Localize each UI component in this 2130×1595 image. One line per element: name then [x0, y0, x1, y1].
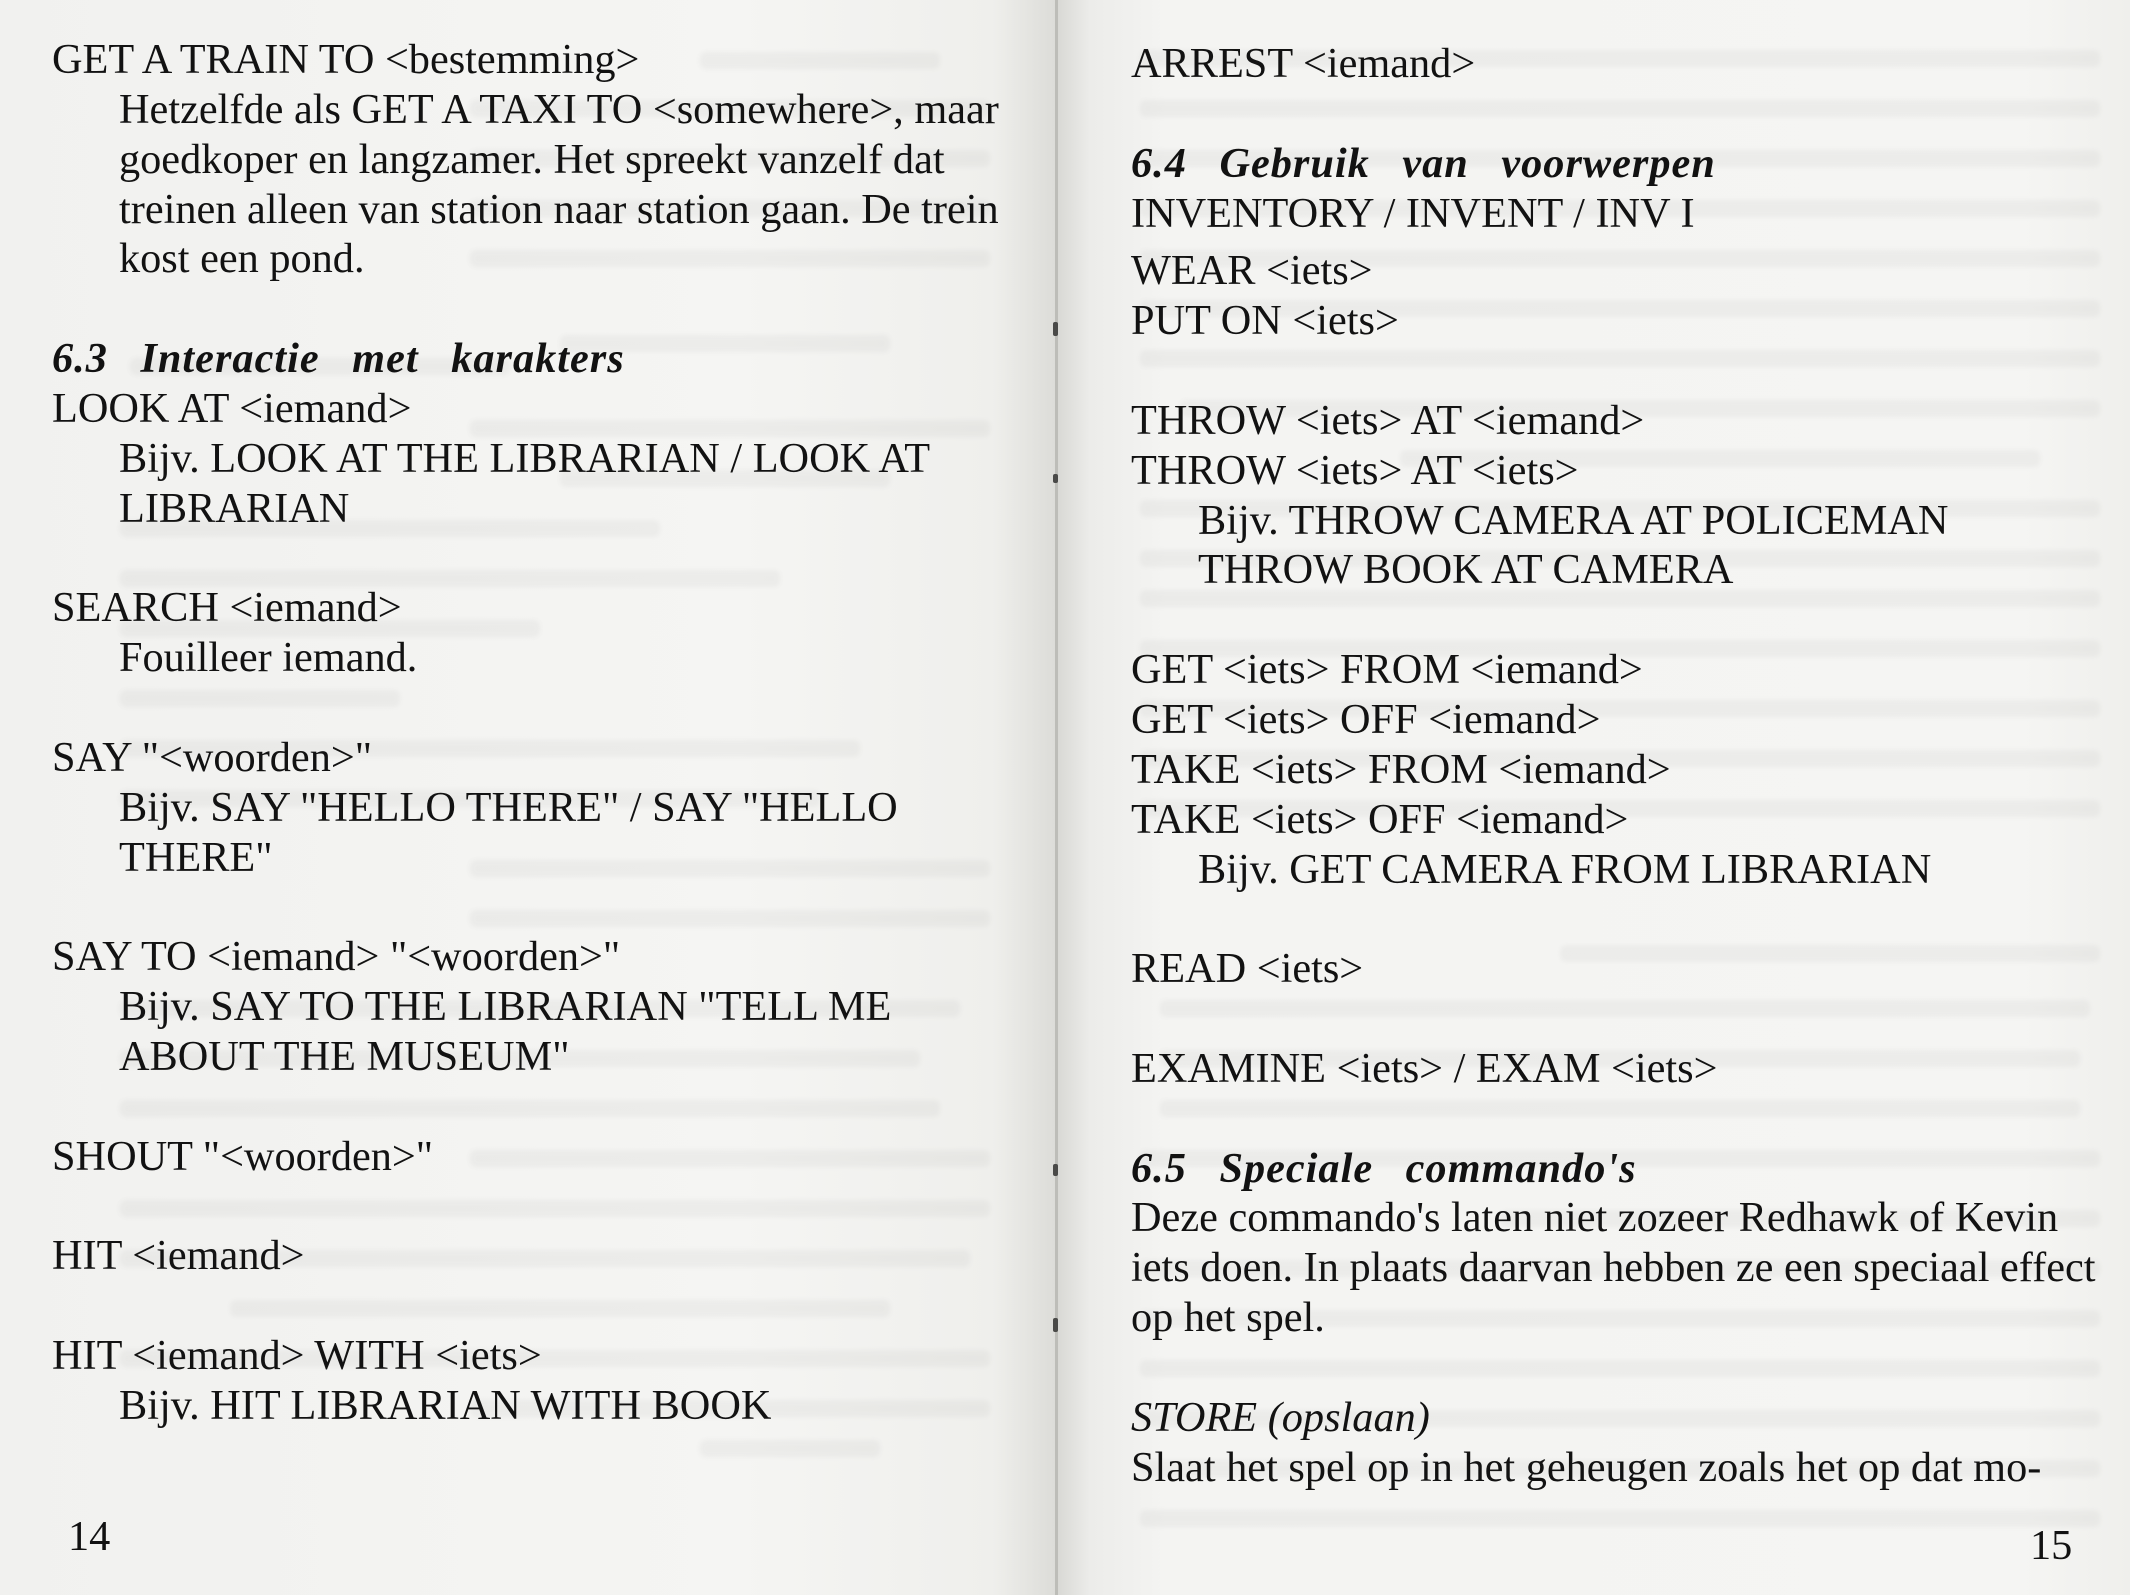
command-line: HIT <iemand> — [52, 1232, 305, 1280]
description-line: Bijv. GET CAMERA FROM LIBRARIAN — [1198, 845, 1932, 893]
description-line: treinen alleen van station naar station gaan. De trein — [119, 185, 999, 233]
command-line: READ <iets> — [1131, 945, 1364, 993]
command-line: INVENTORY / INVENT / INV I — [1131, 189, 1695, 237]
paragraph-line: Slaat het spel op in het geheugen zoals het op dat mo- — [1131, 1443, 2042, 1491]
description-line: goedkoper en langzamer. Het spreekt vanzelf dat — [119, 135, 945, 183]
right-page-text — [1131, 39, 2096, 1492]
show-through-smudge — [1140, 1510, 2100, 1527]
page-number: 15 — [2030, 1522, 2073, 1569]
paragraph-line: op het spel. — [1131, 1294, 1325, 1342]
description-line: LIBRARIAN — [119, 484, 350, 532]
description-line: Bijv. HIT LIBRARIAN WITH BOOK — [119, 1381, 772, 1429]
command-line: THROW <iets> AT <iets> — [1131, 446, 1579, 494]
command-line: EXAMINE <iets> / EXAM <iets> — [1131, 1044, 1718, 1092]
description-line: THROW BOOK AT CAMERA — [1198, 546, 1734, 594]
command-line: SAY "<woorden>" — [52, 733, 372, 781]
description-line: ABOUT THE MUSEUM" — [119, 1032, 570, 1080]
description-line: THERE" — [119, 833, 273, 881]
command-line: SAY TO <iemand> "<woorden>" — [52, 933, 621, 981]
section-heading: 6.4 Gebruik van voorwerpen — [1131, 139, 1716, 187]
command-line: HIT <iemand> WITH <iets> — [52, 1331, 542, 1379]
command-line: GET <iets> OFF <iemand> — [1131, 695, 1601, 743]
description-line: Bijv. SAY TO THE LIBRARIAN "TELL ME — [119, 983, 892, 1031]
page-number: 14 — [68, 1513, 111, 1560]
command-line: LOOK AT <iemand> — [52, 384, 412, 432]
command-line: TAKE <iets> FROM <iemand> — [1131, 745, 1671, 793]
description-line: Fouilleer iemand. — [119, 634, 418, 682]
command-line: SEARCH <iemand> — [52, 584, 402, 632]
paragraph-line: iets doen. In plaats daarvan hebben ze een speciaal effect — [1131, 1244, 2096, 1292]
description-line: Bijv. SAY "HELLO THERE" / SAY "HELLO — [119, 783, 898, 831]
section-heading: 6.3 Interactie met karakters — [52, 335, 625, 383]
command-line: TAKE <iets> OFF <iemand> — [1131, 795, 1629, 843]
paragraph-line: Deze commando's laten niet zozeer Redhawk of Kevin — [1131, 1194, 2059, 1242]
command-line: SHOUT "<woorden>" — [52, 1132, 434, 1180]
section-heading: 6.5 Speciale commando's — [1131, 1144, 1637, 1192]
left-page-text — [52, 35, 999, 1431]
command-line: PUT ON <iets> — [1131, 297, 1399, 345]
description-line: Hetzelfde als GET A TAXI TO <somewhere>, maar — [119, 85, 999, 133]
command-line: ARREST <iemand> — [1131, 40, 1476, 87]
subsection-title: STORE (opslaan) — [1131, 1393, 1430, 1441]
command-line: THROW <iets> AT <iemand> — [1131, 396, 1645, 444]
right-page — [1058, 0, 2130, 1595]
command-line: GET A TRAIN TO <bestemming> — [52, 36, 640, 83]
command-line: WEAR <iets> — [1131, 247, 1373, 295]
description-line: Bijv. LOOK AT THE LIBRARIAN / LOOK AT — [119, 434, 931, 482]
show-through-smudge — [700, 1440, 880, 1457]
command-line: GET <iets> FROM <iemand> — [1131, 646, 1643, 694]
description-line: Bijv. THROW CAMERA AT POLICEMAN — [1198, 496, 1949, 544]
description-line: kost een pond. — [119, 235, 365, 283]
left-page — [0, 0, 1056, 1595]
